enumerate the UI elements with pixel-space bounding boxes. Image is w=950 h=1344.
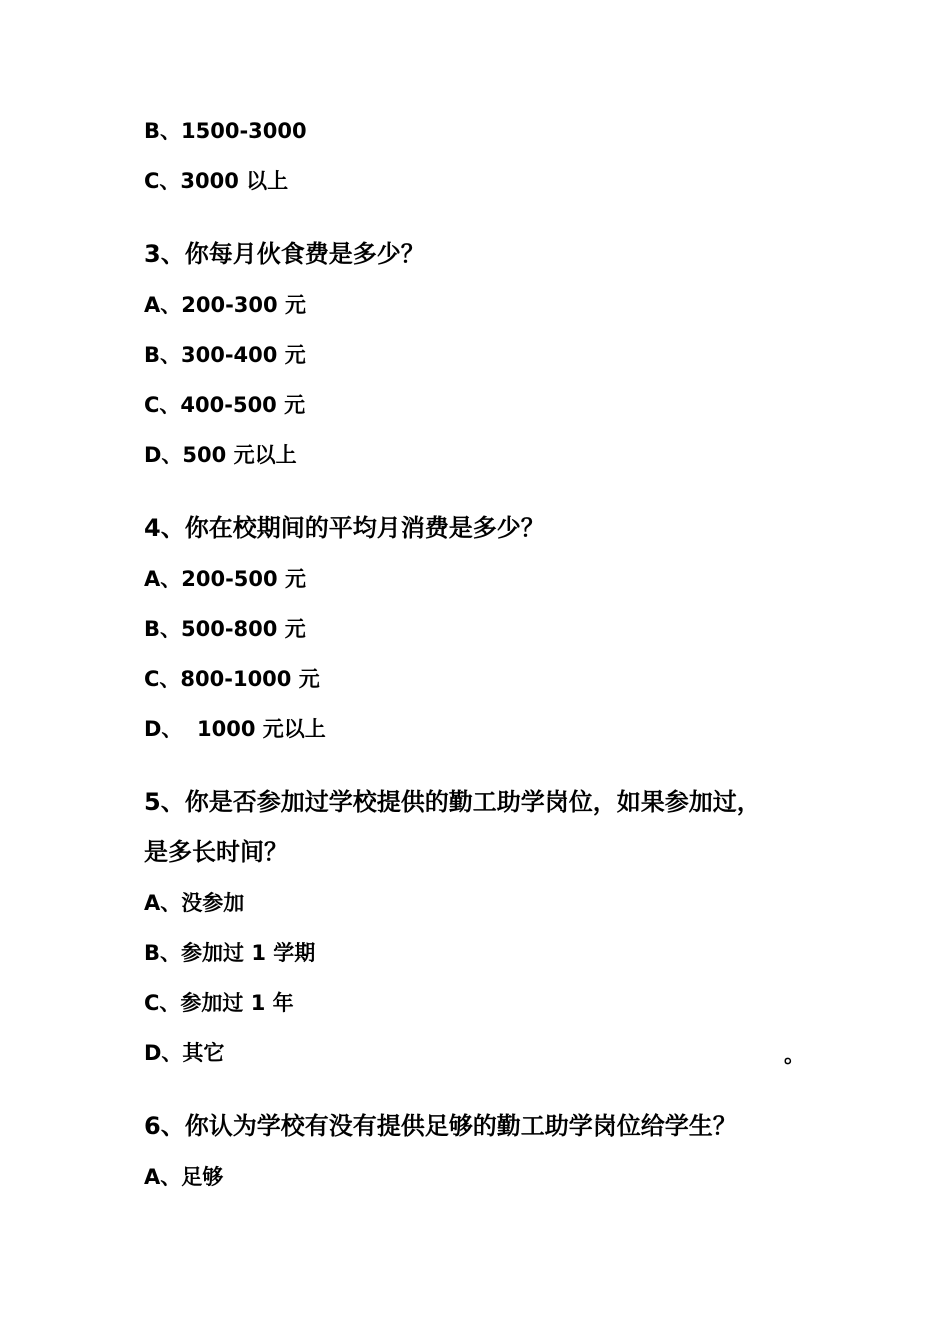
q4-option-d: D、 1000 元以上 — [144, 717, 326, 741]
q4-option-a: A、200-500 元 — [144, 567, 306, 591]
question-5-line-2: 是多长时间？ — [144, 838, 288, 866]
fill-in-end-mark: 。 — [784, 1043, 805, 1067]
q3-option-c: C、400-500 元 — [144, 393, 306, 417]
q2-option-b: B、1500-3000 — [144, 119, 307, 143]
q4-option-b: B、500-800 元 — [144, 617, 306, 641]
q6-option-a: A、足够 — [144, 1165, 224, 1189]
q3-option-b: B、300-400 元 — [144, 343, 306, 367]
q4-option-c: C、800-1000 元 — [144, 667, 320, 691]
q5-option-a: A、没参加 — [144, 891, 245, 915]
q5-option-c: C、参加过 1 年 — [144, 991, 294, 1015]
question-3: 3、你每月伙食费是多少？ — [144, 240, 425, 268]
q5-option-d: D、其它 — [144, 1041, 225, 1065]
q3-option-d: D、500 元以上 — [144, 443, 297, 467]
q2-option-c: C、3000 以上 — [144, 169, 289, 193]
q5-option-b: B、参加过 1 学期 — [144, 941, 316, 965]
question-5-line-1: 5、你是否参加过学校提供的勤工助学岗位，如果参加过， — [144, 788, 761, 816]
question-6: 6、你认为学校有没有提供足够的勤工助学岗位给学生？ — [144, 1112, 737, 1140]
question-4: 4、你在校期间的平均月消费是多少？ — [144, 514, 545, 542]
q3-option-a: A、200-300 元 — [144, 293, 306, 317]
